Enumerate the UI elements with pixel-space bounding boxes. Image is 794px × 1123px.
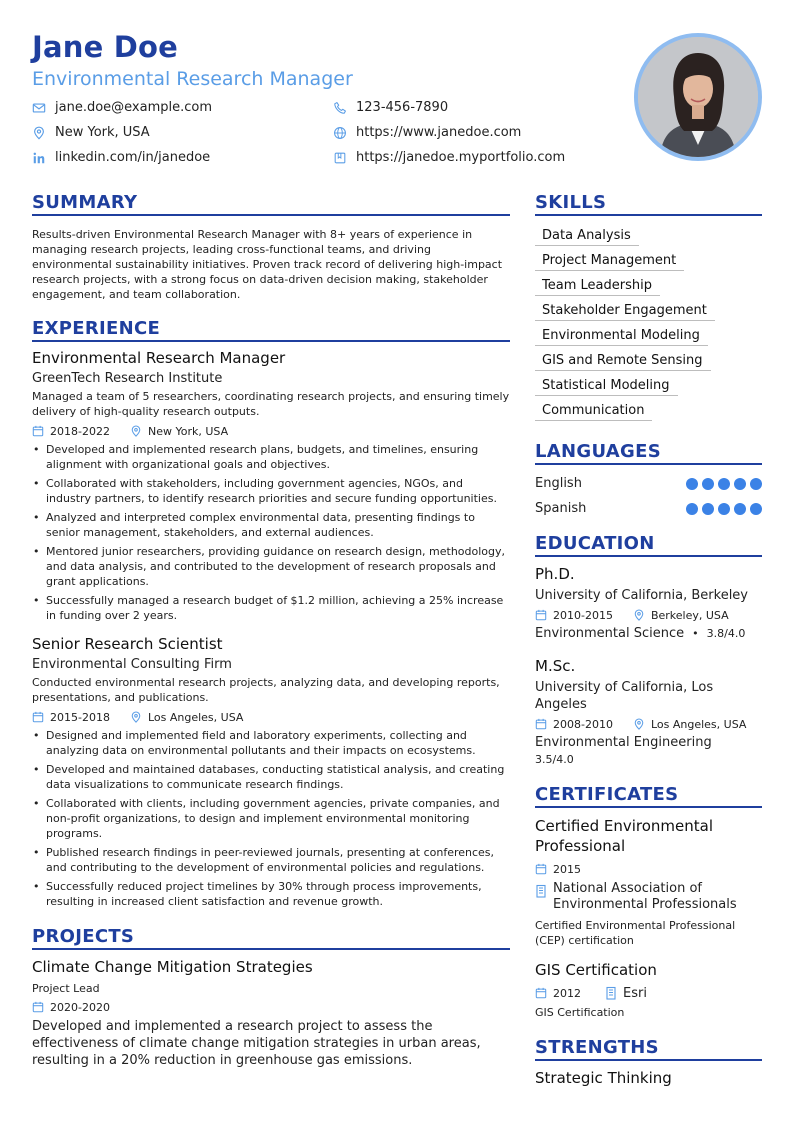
skill-tag: Statistical Modeling bbox=[535, 378, 678, 396]
location-pin-icon bbox=[32, 126, 46, 140]
education-entry bbox=[535, 657, 762, 766]
project-entry bbox=[32, 958, 510, 1069]
strength-item: Strategic Thinking bbox=[535, 1069, 672, 1087]
job-bullet: • Successfully reduced project timelines by 30% through process improvements, resulting in increased client satisfaction and revenue growth. bbox=[32, 879, 510, 909]
proficiency-dot bbox=[734, 478, 746, 490]
job-bullet: • Analyzed and interpreted complex environmental data, presenting findings to senior management, stakeholders, and external audiences. bbox=[32, 510, 510, 540]
edu-meta bbox=[535, 716, 762, 732]
job-title: Environmental Research Manager bbox=[32, 349, 286, 367]
edu-gpa: 3.8/4.0 bbox=[706, 627, 746, 640]
edu-dates: 2008-2010 bbox=[553, 717, 613, 731]
certificate-description: GIS Certification bbox=[535, 1006, 625, 1019]
skill-tag: Data Analysis bbox=[535, 228, 639, 246]
job-bullet: • Designed and implemented field and laboratory experiments, collecting and analyzing data on environmental pollutants and their impacts on ecosystems. bbox=[32, 728, 510, 758]
phone-text: 123-456-7890 bbox=[356, 100, 449, 115]
job-location bbox=[130, 711, 243, 724]
edu-degree: Ph.D. bbox=[535, 565, 575, 583]
job-location bbox=[130, 425, 228, 438]
job-dates: 2015-2018 bbox=[50, 710, 110, 724]
proficiency-dot bbox=[686, 478, 698, 490]
edu-meta bbox=[535, 607, 762, 623]
job-description: Managed a team of 5 researchers, coordinating research projects, and ensuring timely delivery of high-quality research outputs. bbox=[32, 390, 510, 418]
language-level bbox=[686, 503, 762, 515]
language-name: Spanish bbox=[535, 501, 587, 516]
globe-icon bbox=[333, 126, 347, 140]
right-column bbox=[535, 192, 762, 1087]
candidate-title: Environmental Research Manager bbox=[32, 68, 353, 90]
edu-field: Environmental Science bbox=[535, 626, 685, 641]
certificate-year: 2015 bbox=[553, 862, 581, 876]
proficiency-dot bbox=[686, 503, 698, 515]
certificate-year: 2012 bbox=[553, 986, 581, 1000]
project-title: Climate Change Mitigation Strategies bbox=[32, 958, 313, 976]
calendar-icon bbox=[32, 1001, 44, 1013]
job-location-text: New York, USA bbox=[147, 424, 229, 438]
certificate-meta bbox=[535, 985, 762, 1001]
skills-heading: SKILLS bbox=[535, 192, 762, 216]
candidate-name: Jane Doe bbox=[32, 30, 179, 64]
edu-school: University of California, Los Angeles bbox=[535, 680, 714, 712]
job-bullet: • Published research findings in peer-reviewed journals, presenting at conferences, and contributing to the development of environmental policies and regulations. bbox=[32, 845, 510, 875]
contact-phone[interactable] bbox=[333, 100, 448, 115]
location-text: New York, USA bbox=[55, 125, 150, 140]
calendar-icon bbox=[535, 609, 547, 621]
education-entry bbox=[535, 565, 762, 641]
linkedin-icon bbox=[32, 151, 46, 165]
job-description: Conducted environmental research projects, analyzing data, and developing reports, presentations, and publications. bbox=[32, 676, 500, 704]
languages-heading: LANGUAGES bbox=[535, 441, 762, 465]
edu-gpa: 3.5/4.0 bbox=[535, 753, 574, 766]
skill-tag: Environmental Modeling bbox=[535, 328, 708, 346]
certificate-issuer-text: National Association of Environmental Professionals bbox=[553, 881, 737, 912]
contact-linkedin[interactable] bbox=[32, 150, 210, 165]
job-bullet: • Successfully managed a research budget of $1.2 million, achieving a 25% increase in funding over 2 years. bbox=[32, 593, 510, 623]
skill-tag: GIS and Remote Sensing bbox=[535, 353, 711, 371]
project-meta bbox=[32, 999, 510, 1015]
contact-website[interactable] bbox=[333, 125, 521, 140]
certificate-issuer-text: Esri bbox=[623, 985, 647, 1001]
experience-heading: EXPERIENCE bbox=[32, 318, 510, 342]
calendar-icon bbox=[32, 711, 44, 723]
certificate-issuer bbox=[535, 881, 762, 913]
certificate-description: Certified Environmental Professional (CEP) certification bbox=[535, 919, 736, 947]
edu-field: Environmental Engineering bbox=[535, 735, 712, 750]
education-heading: EDUCATION bbox=[535, 533, 762, 557]
certificate-entry bbox=[535, 816, 762, 948]
projects-heading: PROJECTS bbox=[32, 926, 510, 950]
proficiency-dot bbox=[750, 478, 762, 490]
calendar-icon bbox=[535, 863, 547, 875]
project-description: Developed and implemented a research project to assess the effectiveness of climate change mitigation strategies in urban areas, resulting in a 20% reduction in greenhouse gas emissions. bbox=[32, 1019, 481, 1068]
portfolio-icon bbox=[333, 151, 347, 165]
certificate-name: Certified Environmental Professional bbox=[535, 817, 714, 855]
separator-dot: • bbox=[692, 627, 699, 640]
left-column bbox=[32, 192, 510, 1069]
calendar-icon bbox=[32, 425, 44, 437]
contact-portfolio[interactable] bbox=[333, 150, 565, 165]
job-title: Senior Research Scientist bbox=[32, 635, 223, 653]
calendar-icon bbox=[535, 987, 547, 999]
skill-tag: Project Management bbox=[535, 253, 684, 271]
edu-field-row bbox=[535, 626, 762, 641]
edu-location bbox=[633, 718, 746, 731]
portfolio-text: https://janedoe.myportfolio.com bbox=[356, 150, 566, 165]
job-bullets bbox=[32, 728, 510, 909]
location-pin-icon bbox=[130, 425, 142, 437]
language-row bbox=[535, 471, 762, 496]
job-meta bbox=[32, 709, 510, 725]
languages-list bbox=[535, 471, 762, 521]
edu-school: University of California, Berkeley bbox=[535, 588, 748, 603]
proficiency-dot bbox=[702, 503, 714, 515]
contact-email[interactable] bbox=[32, 100, 212, 115]
website-text: https://www.janedoe.com bbox=[356, 125, 522, 140]
proficiency-dot bbox=[734, 503, 746, 515]
job-location-text: Los Angeles, USA bbox=[147, 710, 244, 724]
edu-degree: M.Sc. bbox=[535, 657, 576, 675]
certificate-meta bbox=[535, 861, 762, 877]
summary-text: Results-driven Environmental Research Manager with 8+ years of experience in managing research projects, leading cross-functional teams, and driving environmental sustainability initiatives. Proven track record of delivering high-impact research projects, with a strong focus on data-driven decision making, stakeholder engagement, and team collaboration. bbox=[32, 228, 503, 301]
calendar-icon bbox=[535, 718, 547, 730]
experience-entry bbox=[32, 349, 510, 623]
email-text: jane.doe@example.com bbox=[55, 100, 213, 115]
job-bullet: • Collaborated with clients, including government agencies, private companies, and non-profit organizations, to design and implement environmental monitoring programs. bbox=[32, 796, 510, 841]
proficiency-dot bbox=[750, 503, 762, 515]
building-icon bbox=[605, 986, 617, 1000]
job-meta bbox=[32, 423, 510, 439]
experience-entry bbox=[32, 635, 510, 909]
skill-tag: Communication bbox=[535, 403, 652, 421]
project-role: Project Lead bbox=[32, 982, 100, 995]
job-bullet: • Collaborated with stakeholders, including government agencies, NGOs, and industry partners, to identify research priorities and secure funding opportunities. bbox=[32, 476, 510, 506]
linkedin-text: linkedin.com/in/janedoe bbox=[55, 150, 211, 165]
phone-icon bbox=[333, 101, 347, 115]
proficiency-dot bbox=[718, 478, 730, 490]
job-bullets bbox=[32, 442, 510, 623]
proficiency-dot bbox=[718, 503, 730, 515]
job-bullet: • Developed and implemented research plans, budgets, and timelines, ensuring alignment with organizational goals and objectives. bbox=[32, 442, 510, 472]
edu-location-text: Los Angeles, USA bbox=[650, 717, 747, 731]
certificates-heading: CERTIFICATES bbox=[535, 784, 762, 808]
proficiency-dot bbox=[702, 478, 714, 490]
language-row bbox=[535, 496, 762, 521]
profile-photo bbox=[634, 33, 762, 161]
job-dates: 2018-2022 bbox=[50, 424, 110, 438]
certificate-name: GIS Certification bbox=[535, 961, 657, 979]
skill-tag: Stakeholder Engagement bbox=[535, 303, 715, 321]
edu-dates: 2010-2015 bbox=[553, 608, 613, 622]
skills-list bbox=[535, 224, 762, 424]
location-pin-icon bbox=[633, 718, 645, 730]
job-bullet: • Mentored junior researchers, providing guidance on research design, methodology, and data analysis, and contributed to the development of research proposals and grant applications. bbox=[32, 544, 510, 589]
job-company: Environmental Consulting Firm bbox=[32, 657, 232, 672]
job-bullet: • Developed and maintained databases, conducting statistical analysis, and creating data visualizations to communicate research findings. bbox=[32, 762, 510, 792]
contact-location bbox=[32, 125, 150, 140]
email-icon bbox=[32, 101, 46, 115]
certificate-entry bbox=[535, 960, 762, 1020]
strengths-heading: STRENGTHS bbox=[535, 1037, 762, 1061]
language-name: English bbox=[535, 476, 582, 491]
summary-heading: SUMMARY bbox=[32, 192, 510, 216]
location-pin-icon bbox=[633, 609, 645, 621]
skill-tag: Team Leadership bbox=[535, 278, 660, 296]
profile-photo-image bbox=[638, 37, 758, 157]
edu-location bbox=[633, 609, 729, 622]
language-level bbox=[686, 478, 762, 490]
building-icon bbox=[535, 884, 547, 898]
edu-location-text: Berkeley, USA bbox=[650, 608, 729, 622]
project-dates: 2020-2020 bbox=[50, 1000, 110, 1014]
job-company: GreenTech Research Institute bbox=[32, 371, 223, 386]
location-pin-icon bbox=[130, 711, 142, 723]
